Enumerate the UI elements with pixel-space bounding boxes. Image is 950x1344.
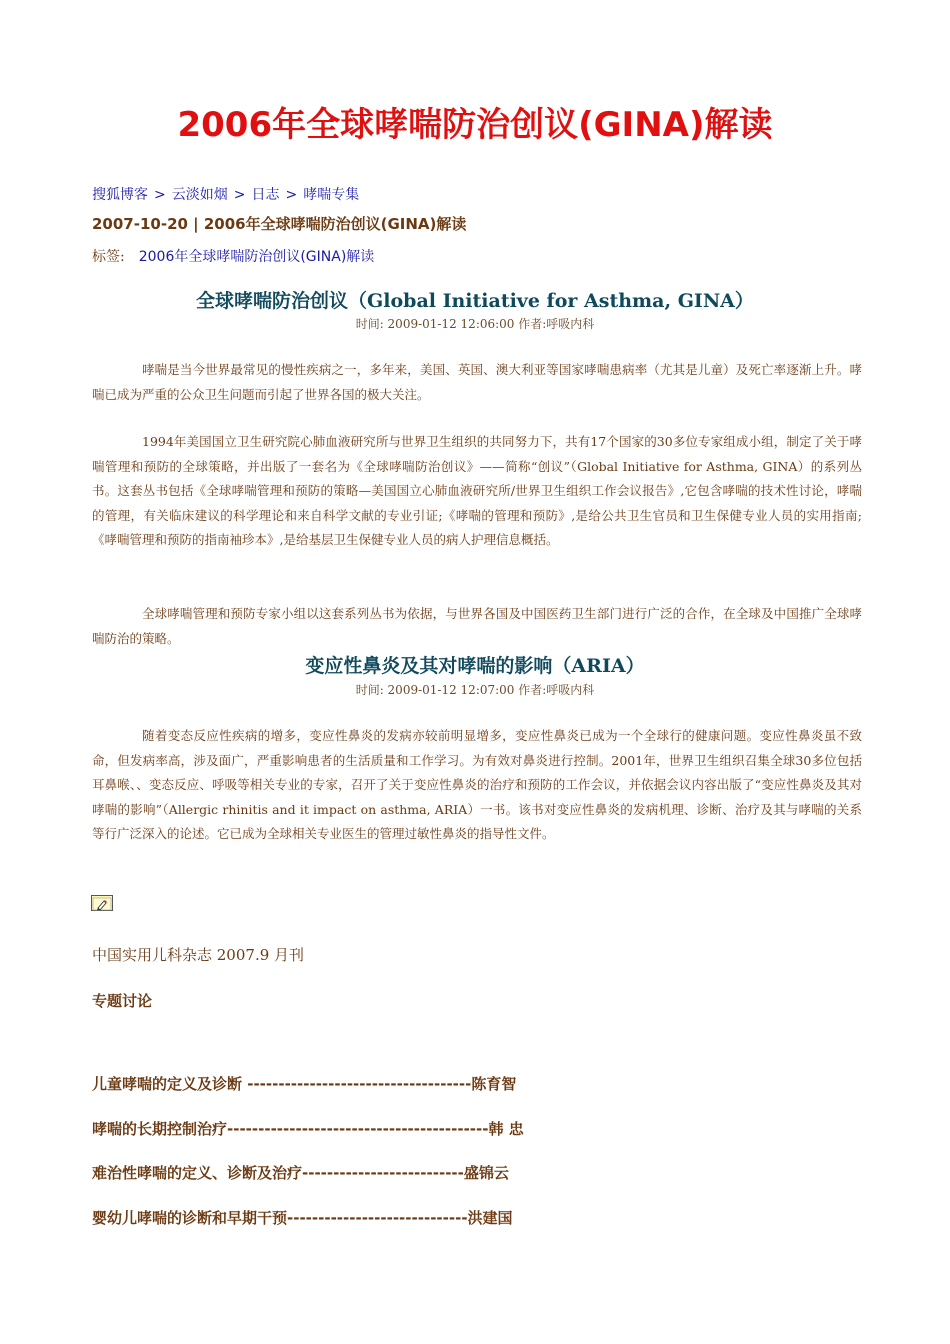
paragraph: 哮喘是当今世界最常见的慢性疾病之一，多年来，美国、英国、澳大利亚等国家哮喘患病率（尤其是儿童）及死亡率逐渐上升。哮喘已成为严重的公众卫生问题而引起了世界各国的极大关注。 <box>92 362 862 402</box>
journal-reference: 中国实用儿科杂志 2007.9 月刊 <box>92 946 305 964</box>
toc-item[interactable]: 难治性哮喘的定义、诊断及治疗--------------------------盛锦云 <box>92 1164 509 1182</box>
toc-item[interactable]: 哮喘的长期控制治疗------------------------------------------韩 忠 <box>92 1120 524 1138</box>
topic-heading: 专题讨论 <box>92 992 153 1010</box>
section-title-aria: 变应性鼻炎及其对哮喘的影响（ARIA） <box>305 655 645 677</box>
breadcrumb <box>92 184 359 204</box>
paragraph: 随着变态反应性疾病的增多，变应性鼻炎的发病亦较前明显增多，变应性鼻炎已成为一个全球行的健康问题。变应性鼻炎虽不致命，但发病率高，涉及面广，严重影响患者的生活质量和工作学习。为有效对鼻炎进行控制。2001年，世界卫生组织召集全球30多位包括耳鼻喉、、变态反应、呼吸等相关专业的专家，召开了关于变应性鼻炎的治疗和预防的工作会议，并依据会议内容出版了“变应性鼻炎及其对哮喘的影响”（Allergic rhinitis and it impact on asthma, ARIA）一书。该书对变应性鼻炎的发病机理、诊断、治疗及其与哮喘的关系等行广泛深入的论述。它已成为全球相关专业医生的管理过敏性鼻炎的指导性文件。 <box>92 728 862 841</box>
paragraph: 全球哮喘管理和预防专家小组以这套系列丛书为依据，与世界各国及中国医药卫生部门进行广泛的合作，在全球及中国推广全球哮喘防治的策略。 <box>92 606 862 646</box>
breadcrumb-separator: > <box>285 187 298 203</box>
section-title-gina: 全球哮喘防治创议（Global Initiative for Asthma, GINA） <box>196 290 754 312</box>
paragraph: 1994年美国国立卫生研究院心肺血液研究所与世界卫生组织的共同努力下，共有17个国家的30多位专家组成小组，制定了关于哮喘管理和预防的全球策略，并出版了一套名为《全球哮喘防治创议》——简称“创议”（Global Initiative for Asthma, GINA）的系列丛书。这套丛书包括《全球哮喘管理和预防的策略—美国国立心肺血液研究所/世界卫生组织工作会议报告》,它包含哮喘的技术性讨论，哮喘的管理，有关临床建议的科学理论和来自科学文献的专业引证;《哮喘的管理和预防》,是给公共卫生官员和卫生保健专业人员的实用指南;《哮喘管理和预防的指南袖珍本》,是给基层卫生保健专业人员的病人护理信息概括。 <box>92 434 862 547</box>
edit-icon[interactable] <box>91 895 113 911</box>
breadcrumb-link-blog-owner[interactable]: 云淡如烟 <box>171 187 228 203</box>
toc-item[interactable]: 儿童哮喘的定义及诊断 ------------------------------------陈育智 <box>92 1075 517 1093</box>
page-title: 2006年全球哮喘防治创议(GINA)解读 <box>177 105 773 145</box>
pencil-icon <box>92 897 112 911</box>
toc-item[interactable]: 婴幼儿哮喘的诊断和早期干预-----------------------------洪建国 <box>92 1209 513 1227</box>
tag-link[interactable]: 2006年全球哮喘防治创议(GINA)解读 <box>138 249 375 265</box>
tags-label: 标签: <box>92 249 125 265</box>
section-meta-gina: 时间: 2009-01-12 12:06:00 作者:呼吸内科 <box>355 317 595 331</box>
tags-row <box>92 246 374 266</box>
breadcrumb-link-asthma-collection[interactable]: 哮喘专集 <box>303 187 360 203</box>
breadcrumb-separator: > <box>233 187 246 203</box>
breadcrumb-link-journal[interactable]: 日志 <box>251 187 280 203</box>
breadcrumb-separator: > <box>154 187 166 203</box>
section-meta-aria: 时间: 2009-01-12 12:07:00 作者:呼吸内科 <box>355 683 595 697</box>
post-date-title: 2007-10-20 | 2006年全球哮喘防治创议(GINA)解读 <box>92 215 467 233</box>
breadcrumb-link-sohu-blog[interactable]: 搜狐博客 <box>92 187 148 203</box>
